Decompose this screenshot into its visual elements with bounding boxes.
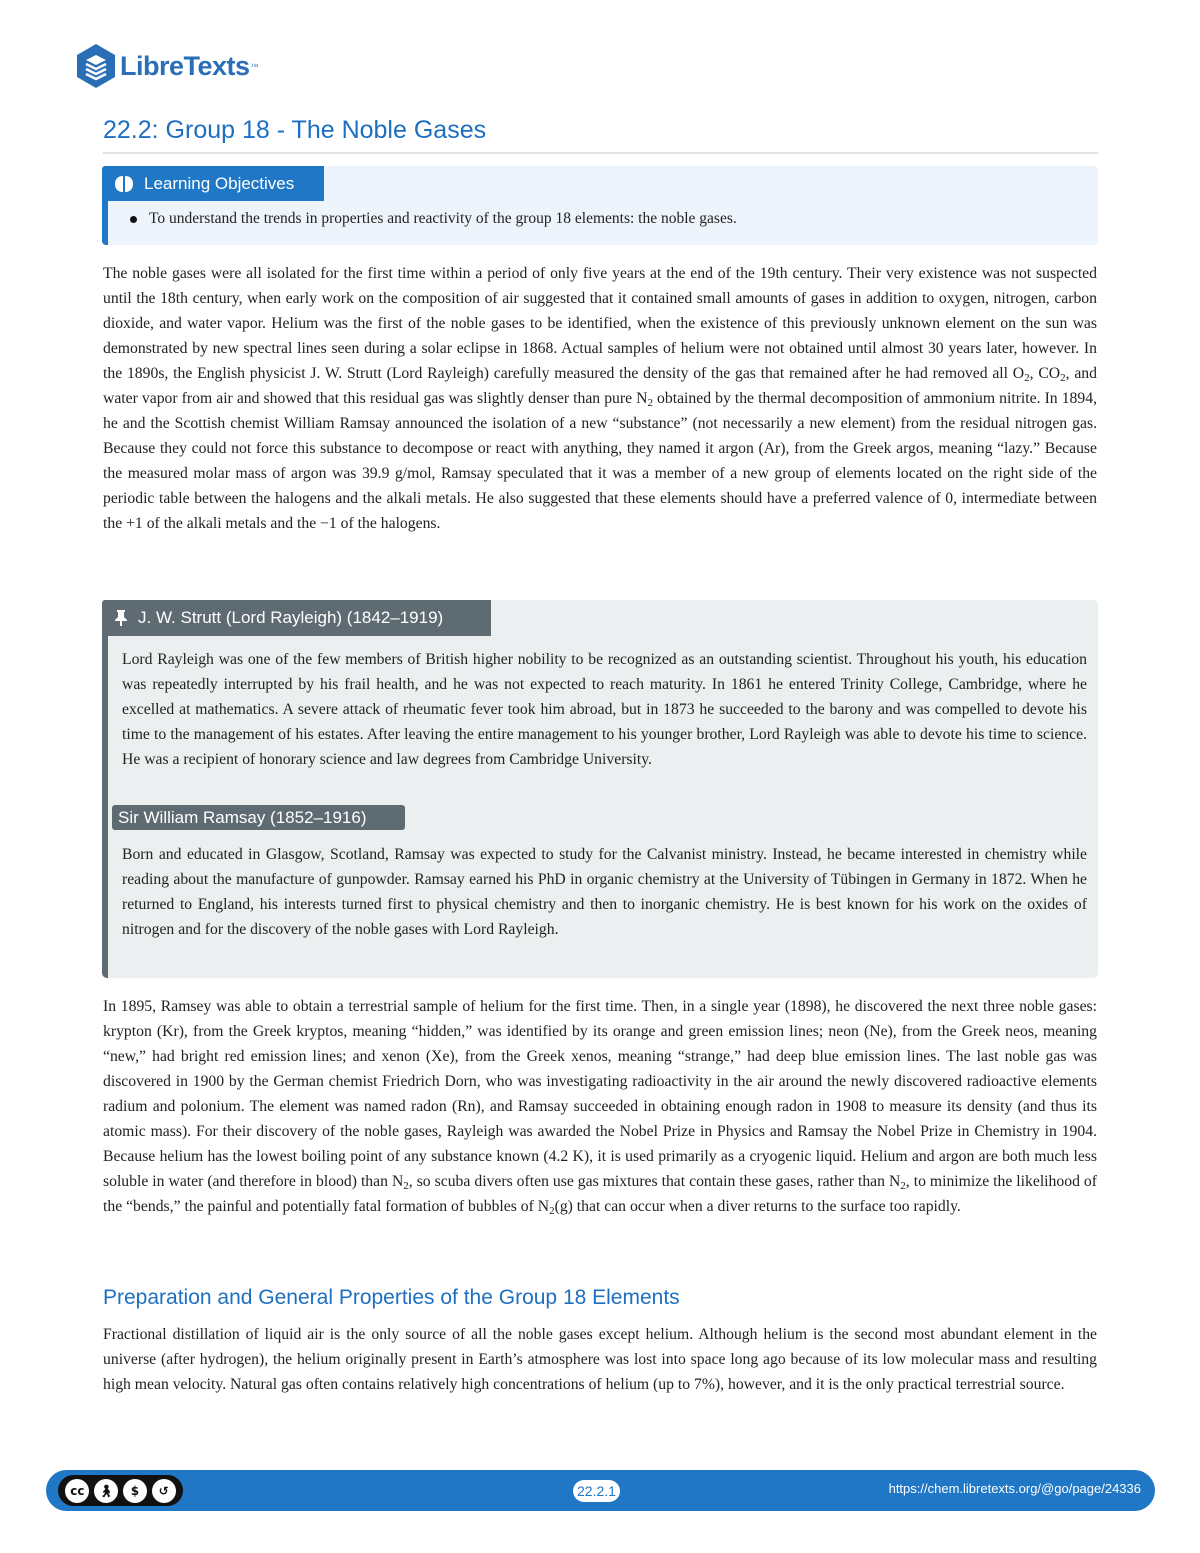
page-number: 22.2.1 bbox=[573, 1480, 620, 1502]
ramsay-bio-text: Born and educated in Glasgow, Scotland, Ramsay was expected to study for the Calvanist ministry. Instead, he became interested in chemistry while reading about the manufacture of gunpowder. Ramsay earned his PhD in organic chemistry at the University of Tübingen in Germany in 1872. When he returned to England, his interests turned first to physical chemistry and then to inorganic chemistry. He is best known for his work on the oxides of nitrogen and for the discovery of the noble gases with Lord Rayleigh. bbox=[122, 846, 1087, 938]
page-url-link[interactable]: https://chem.libretexts.org/@go/page/24336 bbox=[888, 1481, 1141, 1496]
section-heading: Preparation and General Properties of the Group 18 Elements bbox=[103, 1286, 680, 1309]
cc-license-badge[interactable] bbox=[58, 1475, 183, 1506]
rayleigh-bio-header bbox=[102, 600, 491, 636]
biography-box bbox=[102, 600, 1098, 978]
rayleigh-bio-text: Lord Rayleigh was one of the few members of British higher nobility to be recognized as an outstanding scientist. Throughout his youth, his education was repeatedly interrupted by his frail health, and he was not expected to reach maturity. In 1861 he entered Trinity College, Cambridge, where he excelled at mathematics. A severe attack of rheumatic fever took him abroad, but in 1873 he succeeded to the barony and was compelled to devote his time to the management of his estates. After leaving the entire management to his younger brother, Lord Rayleigh was able to devote his time to science. He was a recipient of honorary science and law degrees from Cambridge University. bbox=[122, 651, 1087, 768]
bullet-icon bbox=[130, 216, 137, 223]
libretexts-logo[interactable] bbox=[74, 42, 258, 90]
learning-objective-text: To understand the trends in properties and reactivity of the group 18 elements: the noble gases. bbox=[149, 210, 737, 227]
cc-icon: cc bbox=[65, 1479, 89, 1503]
libretexts-wordmark: LibreTexts bbox=[120, 50, 250, 81]
ramsay-bio-title: Sir William Ramsay (1852–1916) bbox=[118, 807, 367, 827]
section-paragraph: Fractional distillation of liquid air is the only source of all the noble gases except helium. Although helium is the second most abundant element in the universe (after hydrogen), the helium originally present in Earth’s atmosphere was lost into space long ago because of its low molecular mass and resulting high mean velocity. Natural gas often contains relatively high concentrations of helium (up to 7%), however, and it is the only practical terrestrial source. bbox=[103, 1326, 1097, 1393]
trademark-mark: ™ bbox=[250, 61, 259, 71]
learning-objectives-title: Learning Objectives bbox=[144, 173, 295, 193]
rayleigh-bio-title: J. W. Strutt (Lord Rayleigh) (1842–1919) bbox=[138, 608, 444, 627]
pushpin-icon bbox=[114, 609, 128, 627]
learning-objectives-header bbox=[102, 166, 324, 201]
ramsay-bio-header bbox=[112, 805, 405, 830]
noncommercial-icon: $ bbox=[123, 1479, 147, 1503]
attribution-icon: 🚶︎ bbox=[94, 1479, 118, 1503]
page-footer bbox=[46, 1470, 1155, 1511]
brain-icon bbox=[114, 175, 134, 193]
intro-paragraph: The noble gases were all isolated for the first time within a period of only five years at the end of the 19th century. Their very existence was not suspected until the 18th century, when early work on the composition of air suggested that it contained small amounts of gases in addition to oxygen, nitrogen, carbon dioxide, and water vapor. Helium was the first of the noble gases to be identified, when the existence of this previously unknown element on the sun was demonstrated by new spectral lines seen during a solar eclipse in 1868. Actual samples of helium were not obtained until almost 30 years later, however. In the 1890s, the English physicist J. W. Strutt (Lord Rayleigh) carefully measured the density of the gas that remained after he had removed all $O_2$, $CO_2$, and water vapor from air and showed that this residual gas was slightly denser than pure $N_2$ obtained by the thermal decomposition of ammonium nitrite. In 1894, he and the Scottish chemist William Ramsay announced the isolation of a new “substance” (not necessarily a new element) from the residual nitrogen gas. Because they could not force this substance to decompose or react with anything, they named it argon (Ar), from the Greek argos, meaning “lazy.” Because the measured molar mass of argon was 39.9 g/mol, Ramsay speculated that it was a member of a new group of elements located on the right side of the periodic table between the halogens and the alkali metals. He also suggested that these elements should have a preferred valence of 0, intermediate between the +1 of the alkali metals and the −1 of the halogens. bbox=[103, 265, 1098, 532]
discovery-paragraph: In 1895, Ramsey was able to obtain a terrestrial sample of helium for the first time. Then, in a single year (1898), he discovered the next three noble gases: krypton (Kr), from the Greek kryptos, meaning “hidden,” was identified by its orange and green emission lines; neon (Ne), from the Greek neos, meaning “new,” had bright red emission lines; and xenon (Xe), from the Greek xenos, meaning “strange,” had deep blue emission lines. The last noble gas was discovered in 1900 by the German chemist Friedrich Dorn, who was investigating radioactivity in the air around the newly discovered radioactive elements radium and polonium. The element was named radon (Rn), and Ramsay succeeded in obtaining enough radon in 1908 to measure its density (and thus its atomic mass). For their discovery of the noble gases, Rayleigh was awarded the Nobel Prize in Physics and Ramsay the Nobel Prize in Chemistry in 1904. Because helium has the lowest boiling point of any substance known (4.2 K), it is used primarily as a cryogenic liquid. Helium and argon are both much less soluble in water (and therefore in blood) than $N_2$, so scuba divers often use gas mixtures that contain these gases, rather than $N_2$, to minimize the likelihood of the “bends,” the painful and potentially fatal formation of bubbles of $N_2(g)$ that can occur when a diver returns to the surface too rapidly. bbox=[103, 998, 1097, 1217]
sharealike-icon: ↺ bbox=[152, 1479, 176, 1503]
libretexts-logo-icon bbox=[74, 42, 118, 90]
learning-objectives-box bbox=[102, 166, 1098, 245]
page-title: 22.2: Group 18 - The Noble Gases bbox=[103, 116, 1098, 154]
learning-objective-item bbox=[130, 210, 737, 228]
